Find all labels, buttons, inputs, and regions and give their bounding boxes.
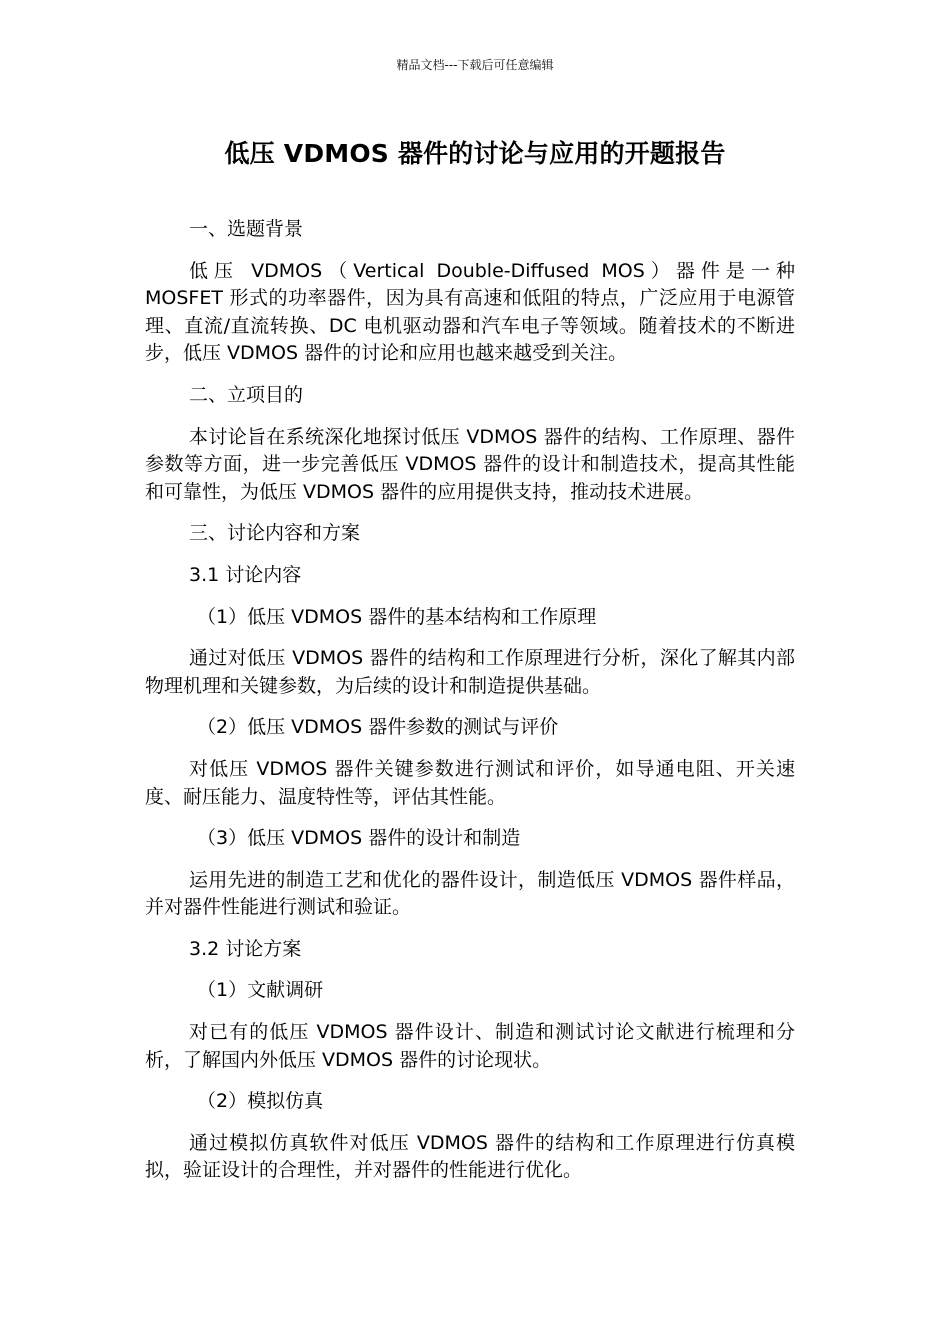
paragraph-structure: 通过对低压 VDMOS 器件的结构和工作原理进行分析，深化了解其内部物理机理和关键参数，为后续的设计和制造提供基础。 — [145, 647, 795, 697]
heading-purpose: 二、立项目的 — [189, 383, 304, 406]
document-body — [145, 216, 795, 1199]
document-title: 低压 VDMOS 器件的讨论与应用的开题报告 — [224, 139, 726, 168]
heading-research-content: 3.1 讨论内容 — [189, 563, 302, 586]
subheading-testing: （2）低压 VDMOS 器件参数的测试与评价 — [197, 716, 559, 739]
heading-background: 一、选题背景 — [189, 218, 304, 240]
page-header: 精品文档---下载后可任意编辑 — [396, 58, 554, 72]
paragraph-testing: 对低压 VDMOS 器件关键参数进行测试和评价，如导通电阻、开关速度、耐压能力、温度特性等，评估其性能。 — [145, 757, 795, 808]
heading-content-and-plan: 三、讨论内容和方案 — [189, 522, 361, 545]
subheading-design: （3）低压 VDMOS 器件的设计和制造 — [197, 827, 521, 850]
paragraph-simulation: 通过模拟仿真软件对低压 VDMOS 器件的结构和工作原理进行仿真模拟，验证设计的合理性，并对器件的性能进行优化。 — [145, 1131, 795, 1182]
subheading-simulation: （2）模拟仿真 — [197, 1090, 324, 1113]
subheading-literature: （1）文献调研 — [197, 979, 324, 1002]
heading-research-plan: 3.2 讨论方案 — [189, 937, 302, 960]
paragraph-background: 低压 VDMOS（Vertical Double-Diffused MOS）器件是一种 MOSFET 形式的功率器件，因为具有高速和低阻的特点，广泛应用于电源管理、直流/直流转换、DC 电机驱动器和汽车电子等领域。随着技术的不断进步，低压 VDMOS 器件的讨论和应用也越来越受到关注。 — [145, 259, 795, 365]
paragraph-literature: 对已有的低压 VDMOS 器件设计、制造和测试讨论文献进行梳理和分析，了解国内外低压 VDMOS 器件的讨论现状。 — [145, 1021, 795, 1071]
paragraph-purpose: 本讨论旨在系统深化地探讨低压 VDMOS 器件的结构、工作原理、器件参数等方面，进一步完善低压 VDMOS 器件的设计和制造技术，提高其性能和可靠性，为低压 VDMOS 器件的应用提供支持，推动技术进展。 — [145, 425, 795, 503]
subheading-structure: （1）低压 VDMOS 器件的基本结构和工作原理 — [197, 605, 597, 628]
paragraph-design: 运用先进的制造工艺和优化的器件设计，制造低压 VDMOS 器件样品，并对器件性能进行测试和验证。 — [145, 868, 795, 919]
